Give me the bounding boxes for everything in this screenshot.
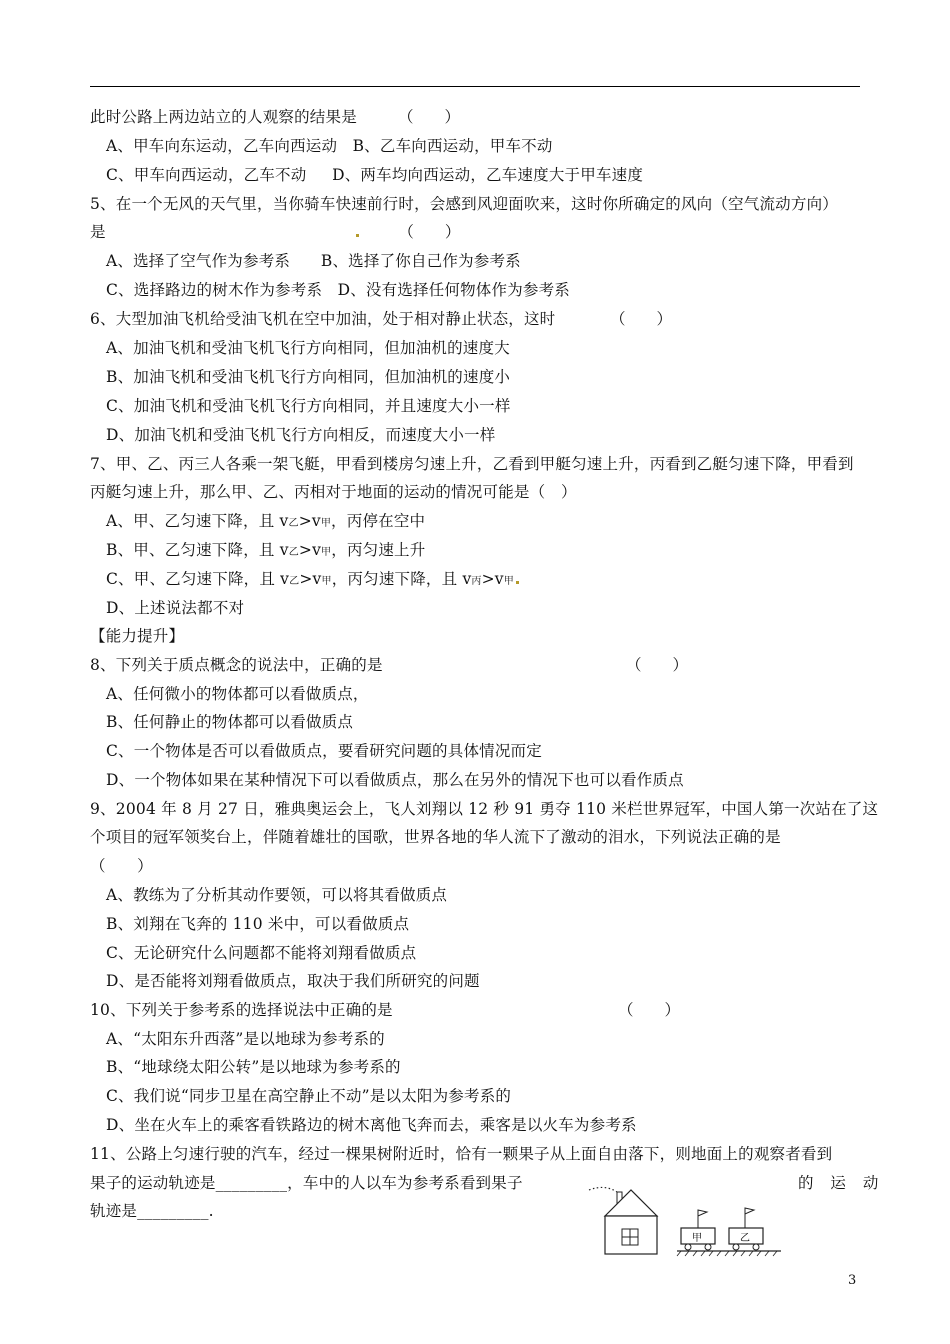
stray-dot — [516, 581, 519, 584]
page-number: 3 — [848, 1273, 857, 1288]
q8-option-b: B、任何静止的物体都可以看做质点 — [106, 713, 354, 731]
section-title: 【能力提升】 — [90, 627, 185, 645]
q6-stem: 6、大型加油飞机给受油飞机在空中加油，处于相对静止状态，这时 — [90, 310, 556, 328]
q11-stem-line3: 轨迹是_________. — [90, 1202, 214, 1220]
cart-jia-label: 甲 — [692, 1233, 702, 1244]
q8-answer-paren: （ ） — [626, 656, 689, 674]
q10-answer-paren: （ ） — [618, 1001, 681, 1019]
q7-stem: 7、甲、乙、丙三人各乘一架飞艇，甲看到楼房匀速上升，乙看到甲艇匀速上升，丙看到乙艇匀速下降，甲看到 — [90, 455, 854, 473]
house-and-carts-figure — [585, 1184, 815, 1274]
q9-stem: 9、2004 年 8 月 27 日，雅典奥运会上，飞人刘翔以 12 秒 91 勇夺 110 米栏世界冠军，中国人第一次站在了这 — [90, 800, 879, 818]
q5-options-ab: A、选择了空气作为参考系 B、选择了你自己作为参考系 — [106, 252, 521, 270]
cart-yi-label: 乙 — [740, 1233, 750, 1244]
q7-option-c: C、甲、乙匀速下降，且 v乙>v甲，丙匀速下降，且 v丙>v甲 — [106, 569, 519, 592]
q6-option-d: D、加油飞机和受油飞机飞行方向相反，而速度大小一样 — [106, 426, 496, 444]
q10-option-d: D、坐在火车上的乘客看铁路边的树木离他飞奔而去，乘客是以火车为参考系 — [106, 1116, 637, 1134]
stray-dot — [356, 234, 359, 237]
q11-stem-line2: 果子的运动轨迹是_________，车中的人以车为参考系看到果子 — [90, 1174, 523, 1192]
q9-option-c: C、无论研究什么问题都不能将刘翔看做质点 — [106, 944, 417, 962]
q4-options-ab: A、甲车向东运动，乙车向西运动 B、乙车向西运动，甲车不动 — [106, 137, 553, 155]
ground-hatching — [677, 1251, 777, 1256]
q7-option-b: B、甲、乙匀速下降，且 v乙>v甲，丙匀速上升 — [106, 541, 426, 559]
q5-stem: 5、在一个无风的天气里，当你骑车快速前行时，会感到风迎面吹来，这时你所确定的风向（空气流动方向） — [90, 195, 838, 213]
q5-options-cd: C、选择路边的树木作为参考系 D、没有选择任何物体作为参考系 — [106, 281, 570, 299]
q4-stem: 此时公路上两边站立的人观察的结果是 — [90, 108, 357, 126]
q10-stem: 10、下列关于参考系的选择说法中正确的是 — [90, 1001, 393, 1019]
q8-option-d: D、一个物体如果在某种情况下可以看做质点，那么在另外的情况下也可以看作质点 — [106, 771, 684, 789]
q9-answer-paren: （ ） — [90, 857, 153, 875]
q10-option-c: C、我们说“同步卫星在高空静止不动”是以太阳为参考系的 — [106, 1087, 512, 1105]
q8-stem: 8、下列关于质点概念的说法中，正确的是 — [90, 656, 383, 674]
q4-answer-paren: （ ） — [398, 108, 461, 126]
q10-option-a: A、“太阳东升西落”是以地球为参考系的 — [106, 1030, 385, 1048]
q8-option-a: A、任何微小的物体都可以看做质点， — [106, 685, 369, 703]
fruit-trajectory-dots — [589, 1187, 617, 1192]
header-rule — [90, 86, 860, 87]
cart-jia — [681, 1210, 715, 1250]
q6-answer-paren: （ ） — [610, 310, 673, 328]
q7-option-d: D、上述说法都不对 — [106, 599, 245, 617]
q6-option-c: C、加油飞机和受油飞机飞行方向相同，并且速度大小一样 — [106, 397, 511, 415]
q6-option-a: A、加油飞机和受油飞机飞行方向相同，但加油机的速度大 — [106, 339, 510, 357]
q9-stem-line2: 个项目的冠军领奖台上，伴随着雄壮的国歌，世界各地的华人流下了激动的泪水，下列说法正确的是 — [90, 828, 781, 846]
q9-option-a: A、教练为了分析其动作要领，可以将其看做质点 — [106, 886, 448, 904]
q7-stem-line2: 丙艇匀速上升，那么甲、乙、丙相对于地面的运动的情况可能是（ ） — [90, 483, 577, 501]
q9-option-d: D、是否能将刘翔看做质点，取决于我们所研究的问题 — [106, 972, 480, 990]
cart-yi — [729, 1208, 763, 1250]
house-roof — [605, 1190, 657, 1216]
q9-option-b: B、刘翔在飞奔的 110 米中，可以看做质点 — [106, 915, 410, 933]
q10-option-b: B、“地球绕太阳公转”是以地球为参考系的 — [106, 1058, 401, 1076]
q5-stem-line2: 是 — [90, 223, 106, 241]
q6-option-b: B、加油飞机和受油飞机飞行方向相同，但加油机的速度小 — [106, 368, 511, 386]
q7-option-a: A、甲、乙匀速下降，且 v乙>v甲，丙停在空中 — [106, 512, 426, 530]
q11-stem-line2-tail: 的 运 动 — [798, 1174, 885, 1192]
q5-answer-paren: （ ） — [356, 222, 460, 242]
q11-stem: 11、公路上匀速行驶的汽车，经过一棵果树附近时，恰有一颗果子从上面自由落下，则地面上的观察者看到 — [90, 1145, 833, 1163]
q4-options-cd: C、甲车向西运动，乙车不动 D、两车均向西运动，乙车速度大于甲车速度 — [106, 166, 644, 184]
q8-option-c: C、一个物体是否可以看做质点，要看研究问题的具体情况而定 — [106, 742, 542, 760]
